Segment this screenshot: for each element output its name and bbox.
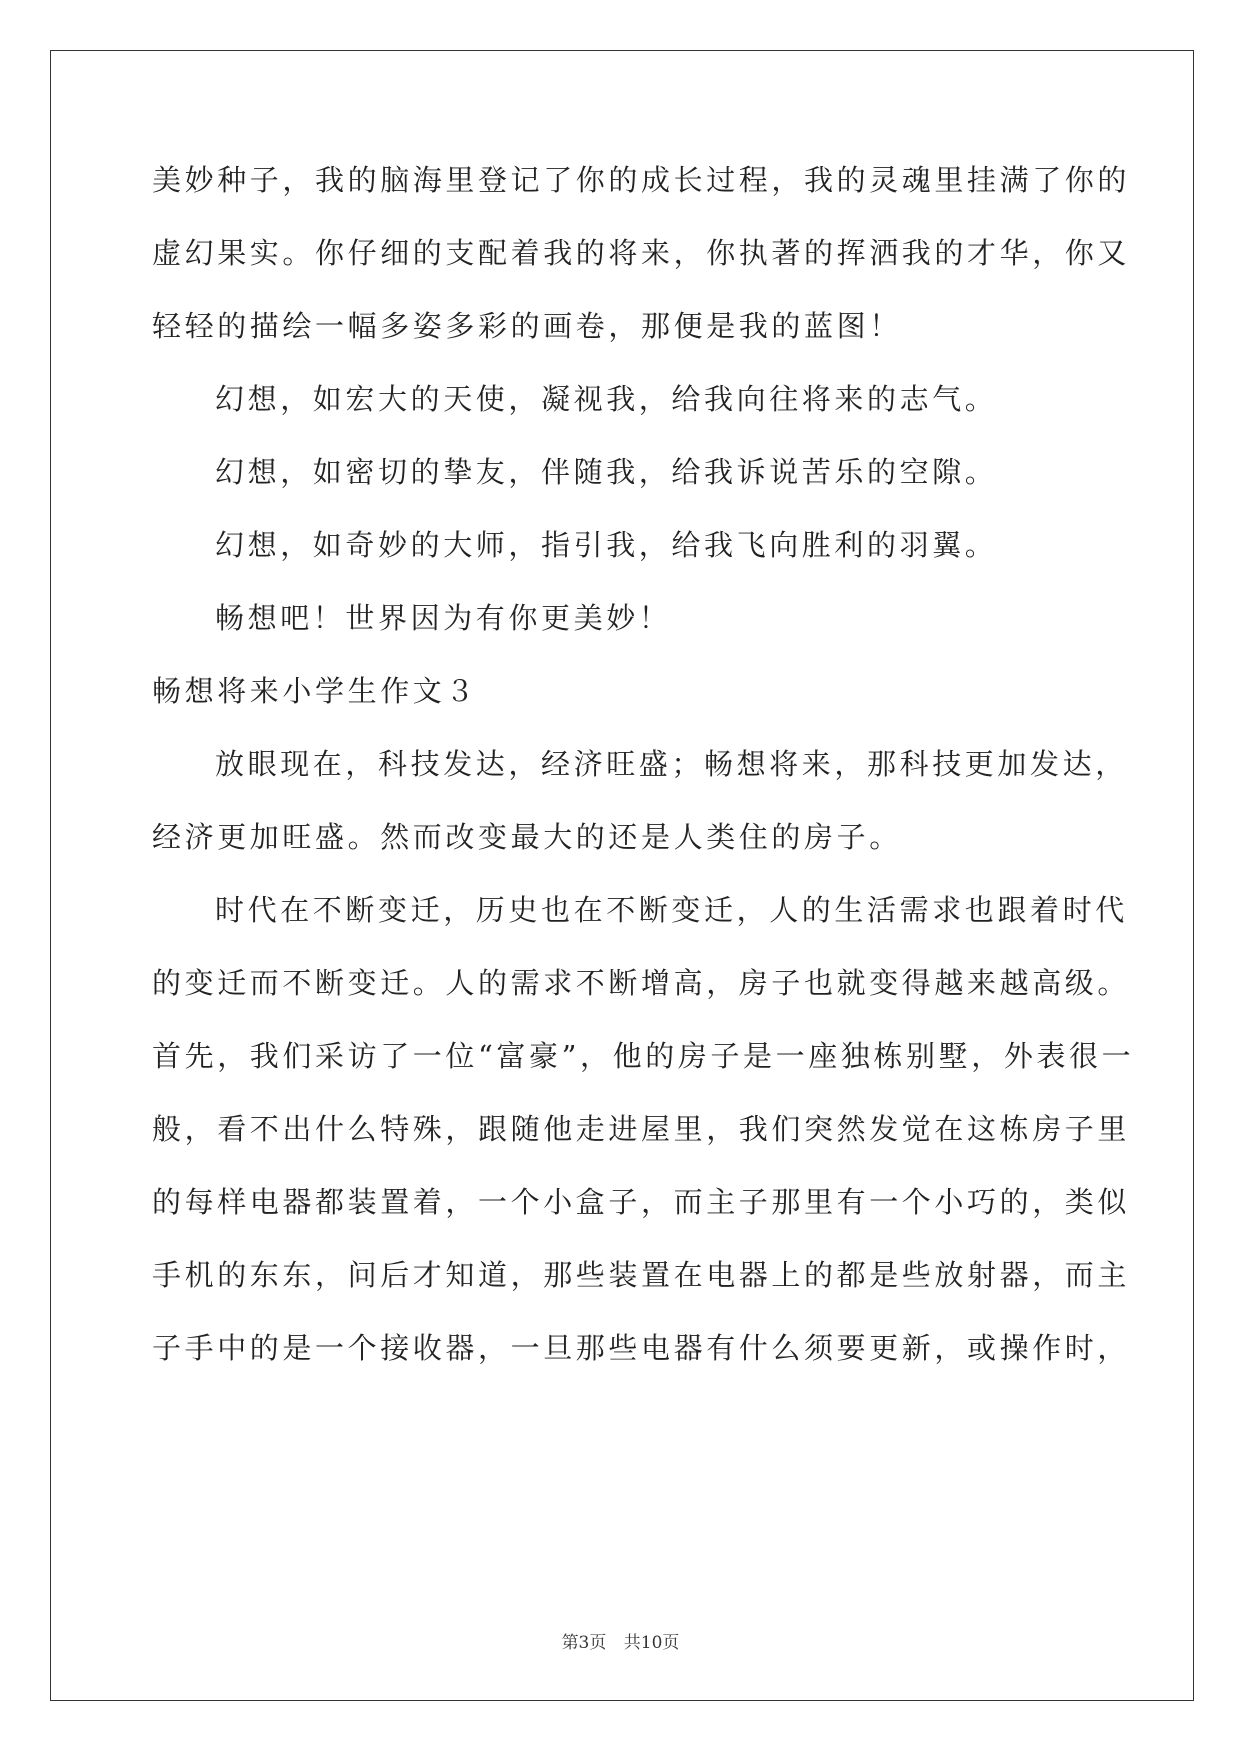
text-line: 的变迁而不断变迁。人的需求不断增高，房子也就变得越来越高级。: [152, 966, 1131, 1000]
page-border: [50, 50, 1194, 1701]
text-line: 般，看不出什么特殊，跟随他走进屋里，我们突然发觉在这栋房子里: [152, 1112, 1131, 1146]
text-line: 手机的东东，问后才知道，那些装置在电器上的都是些放射器，而主: [152, 1258, 1131, 1292]
section-heading: 畅想将来小学生作文３: [152, 674, 479, 708]
text-line: 幻想，如密切的挚友，伴随我，给我诉说苦乐的空隙。: [215, 455, 998, 489]
text-line: 畅想吧！世界因为有你更美妙！: [215, 601, 672, 635]
text-line: 轻轻的描绘一幅多姿多彩的画卷，那便是我的蓝图！: [152, 309, 902, 343]
current-page-number: 第3页: [561, 1633, 607, 1653]
total-page-count: 共10页: [623, 1633, 680, 1653]
text-line: 子手中的是一个接收器，一旦那些电器有什么须要更新，或操作时，: [152, 1331, 1131, 1365]
text-line: 美妙种子，我的脑海里登记了你的成长过程，我的灵魂里挂满了你的: [152, 163, 1131, 197]
text-line: 时代在不断变迁，历史也在不断变迁，人的生活需求也跟着时代: [215, 893, 1128, 927]
text-line: 首先，我们采访了一位“富豪”，他的房子是一座独栋别墅，外表很一: [152, 1039, 1135, 1073]
text-line: 放眼现在，科技发达，经济旺盛；畅想将来，那科技更加发达，: [215, 747, 1128, 781]
page-footer: [0, 1628, 1241, 1653]
text-line: 幻想，如宏大的天使，凝视我，给我向往将来的志气。: [215, 382, 998, 416]
text-line: 幻想，如奇妙的大师，指引我，给我飞向胜利的羽翼。: [215, 528, 998, 562]
text-line: 的每样电器都装置着，一个小盒子，而主子那里有一个小巧的，类似: [152, 1185, 1131, 1219]
text-line: 虚幻果实。你仔细的支配着我的将来，你执著的挥洒我的才华，你又: [152, 236, 1131, 270]
text-line: 经济更加旺盛。然而改变最大的还是人类住的房子。: [152, 820, 902, 854]
